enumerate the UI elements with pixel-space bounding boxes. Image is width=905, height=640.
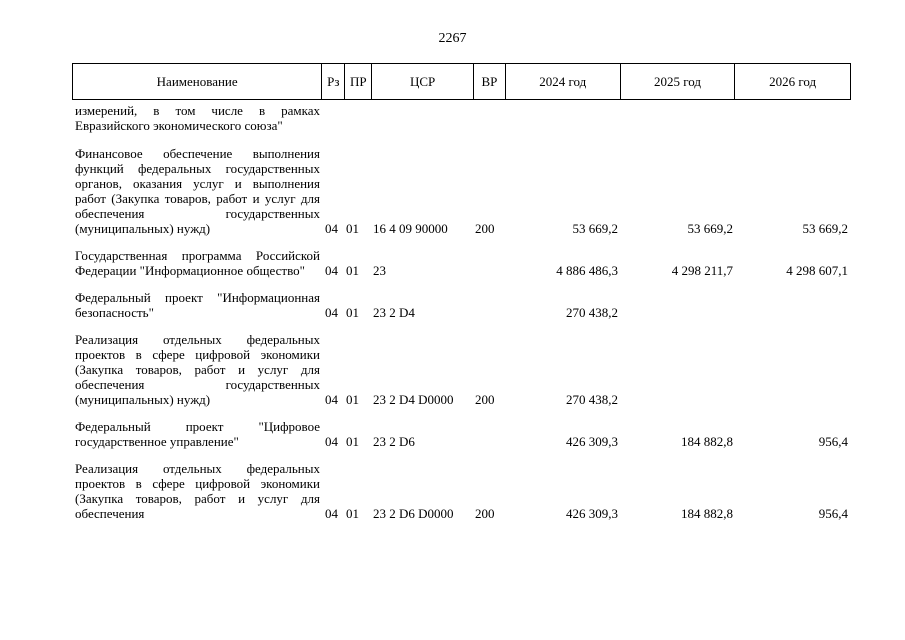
row-2024: 4 886 486,3 bbox=[556, 263, 618, 278]
table-row bbox=[72, 103, 851, 133]
page-number: 2267 bbox=[438, 31, 467, 46]
row-2024: 426 309,3 bbox=[566, 506, 618, 521]
header-rz: Рз bbox=[322, 64, 345, 99]
row-2025: 184 882,8 bbox=[681, 434, 733, 449]
row-csr: 23 2 D6 bbox=[373, 434, 415, 449]
row-2026: 956,4 bbox=[818, 506, 848, 521]
row-rz: 04 bbox=[325, 305, 338, 320]
row-rz: 04 bbox=[325, 221, 338, 236]
row-pr: 01 bbox=[346, 263, 359, 278]
row-name: измерений, в том числе в рамках Евразийского экономического союза" bbox=[75, 103, 320, 133]
row-name: Реализация отдельных федеральных проектов в сфере цифровой экономики (Закупка товаров, работ и услуг для обеспечения государственных (муниципальных) нужд) bbox=[75, 332, 320, 407]
row-2025: 184 882,8 bbox=[681, 506, 733, 521]
row-pr: 01 bbox=[346, 305, 359, 320]
header-2026: 2026 год bbox=[769, 74, 817, 89]
header-pr: ПР bbox=[345, 64, 372, 99]
row-name: Федеральный проект "Цифровое государственное управление" bbox=[75, 419, 320, 449]
row-vr: 200 bbox=[475, 221, 495, 236]
row-csr: 23 bbox=[373, 263, 386, 278]
row-rz: 04 bbox=[325, 506, 338, 521]
row-csr: 23 2 D6 D0000 bbox=[373, 506, 454, 521]
table-row bbox=[72, 332, 851, 407]
header-2025: 2025 год bbox=[621, 64, 736, 99]
table-header bbox=[72, 63, 851, 100]
table-body bbox=[72, 103, 851, 533]
row-2026: 53 669,2 bbox=[802, 221, 848, 236]
header-csr: ЦСР bbox=[372, 64, 474, 99]
row-2024: 53 669,2 bbox=[572, 221, 618, 236]
row-rz: 04 bbox=[325, 263, 338, 278]
header-name: Наименование bbox=[73, 64, 322, 99]
row-csr: 23 2 D4 D0000 bbox=[373, 392, 454, 407]
row-2024: 270 438,2 bbox=[566, 305, 618, 320]
row-rz: 04 bbox=[325, 392, 338, 407]
row-2026: 4 298 607,1 bbox=[786, 263, 848, 278]
row-vr: 200 bbox=[475, 506, 495, 521]
row-pr: 01 bbox=[346, 221, 359, 236]
table-row bbox=[72, 461, 851, 521]
row-2026: 956,4 bbox=[818, 434, 848, 449]
row-2024: 426 309,3 bbox=[566, 434, 618, 449]
row-pr: 01 bbox=[346, 392, 359, 407]
row-name: Реализация отдельных федеральных проектов в сфере цифровой экономики (Закупка товаров, работ и услуг для обеспечения bbox=[75, 461, 320, 521]
row-pr: 01 bbox=[346, 434, 359, 449]
table-row bbox=[72, 248, 851, 278]
row-name: Федеральный проект "Информационная безопасность" bbox=[75, 290, 320, 320]
row-pr: 01 bbox=[346, 506, 359, 521]
row-csr: 16 4 09 90000 bbox=[373, 221, 448, 236]
row-rz: 04 bbox=[325, 434, 338, 449]
table-row bbox=[72, 419, 851, 449]
row-name: Государственная программа Российской Федерации "Информационное общество" bbox=[75, 248, 320, 278]
header-2024: 2024 год bbox=[506, 64, 621, 99]
row-2024: 270 438,2 bbox=[566, 392, 618, 407]
row-name: Финансовое обеспечение выполнения функций федеральных государственных органов, оказания услуг и выполнения работ (Закупка товаров, работ и услуг для обеспечения государственных (муниципальных) нужд) bbox=[75, 146, 320, 236]
header-vr: ВР bbox=[474, 64, 506, 99]
table-row bbox=[72, 290, 851, 320]
row-2025: 53 669,2 bbox=[687, 221, 733, 236]
row-2025: 4 298 211,7 bbox=[671, 263, 733, 278]
row-csr: 23 2 D4 bbox=[373, 305, 415, 320]
table-row bbox=[72, 146, 851, 236]
row-vr: 200 bbox=[475, 392, 495, 407]
